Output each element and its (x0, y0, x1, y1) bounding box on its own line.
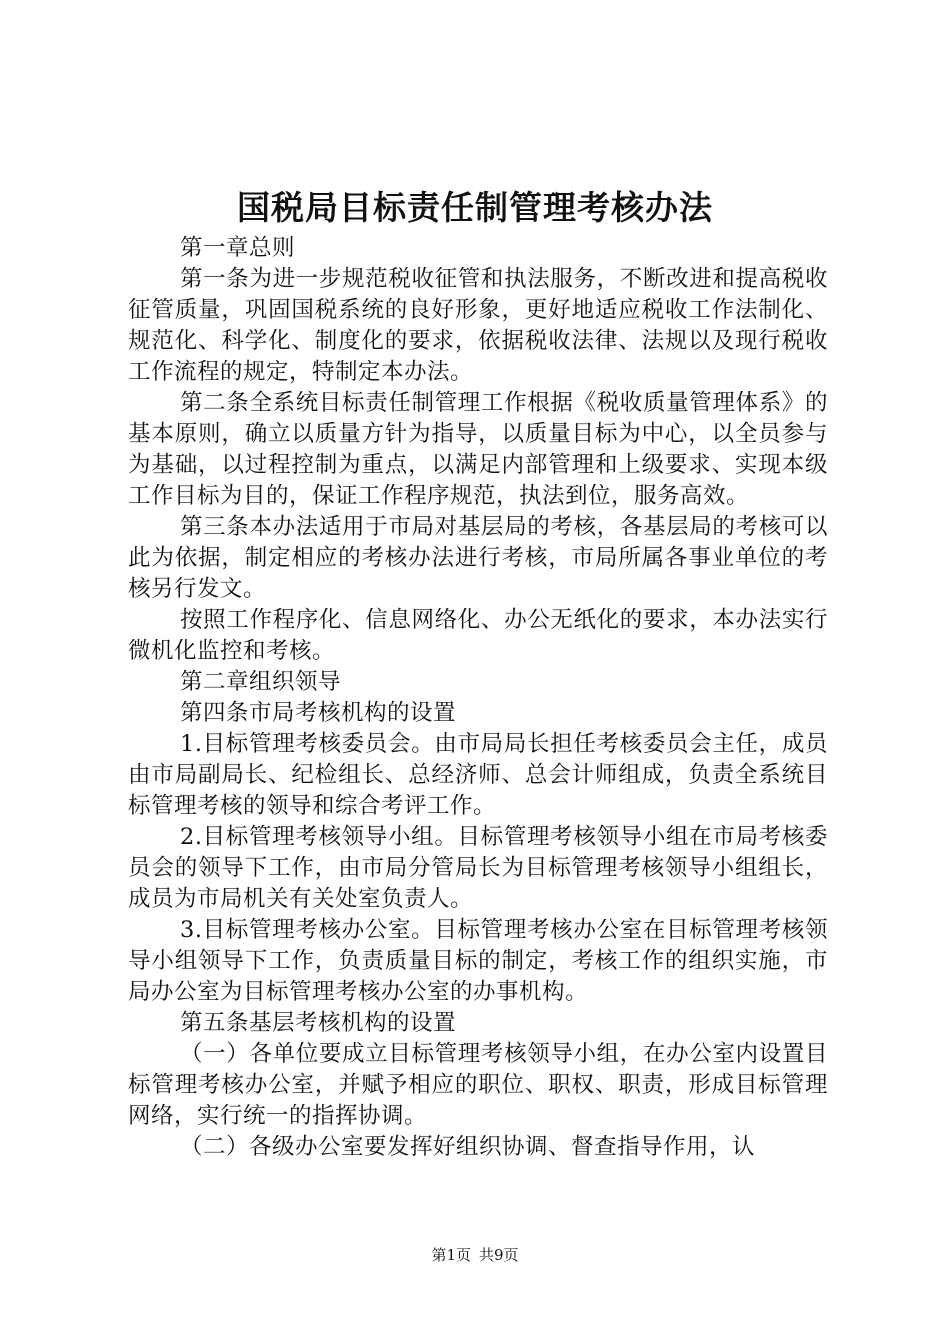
chapter-heading: 第一章总则 (180, 235, 296, 261)
article-paragraph: 第五条基层考核机构的设置 (180, 1010, 457, 1036)
list-item-paragraph: （一）各单位要成立目标管理考核领导小组，在办公室内设置目标管理考核办公室，并赋予相应的职位、职权、职责，形成目标管理网络，实行统一的指挥协调。 (128, 1041, 828, 1129)
list-item-paragraph: 3.目标管理考核办公室。目标管理考核办公室在目标管理考核领导小组领导下工作，负责质量目标的制定，考核工作的组织实施，市局办公室为目标管理考核办公室的办事机构。 (128, 917, 828, 1005)
body-paragraph: 按照工作程序化、信息网络化、办公无纸化的要求，本办法实行微机化监控和考核。 (128, 607, 828, 664)
article-paragraph: 第四条市局考核机构的设置 (180, 700, 457, 726)
list-item-paragraph: 2.目标管理考核领导小组。目标管理考核领导小组在市局考核委员会的领导下工作，由市局分管局长为目标管理考核领导小组组长，成员为市局机关有关处室负责人。 (128, 824, 828, 912)
page-total: 共9页 (479, 1246, 519, 1264)
article-paragraph: 第二条全系统目标责任制管理工作根据《税收质量管理体系》的基本原则，确立以质量方针为指导，以质量目标为中心，以全员参与为基础，以过程控制为重点，以满足内部管理和上级要求、实现本级工作目标为目的，保证工作程序规范，执法到位，服务高效。 (128, 390, 828, 509)
document-body (128, 233, 828, 1163)
article-paragraph: 第一条为进一步规范税收征管和执法服务，不断改进和提高税收征管质量，巩固国税系统的良好形象，更好地适应税收工作法制化、规范化、科学化、制度化的要求，依据税收法律、法规以及现行税收工作流程的规定，特制定本办法。 (128, 266, 828, 385)
list-item-paragraph: （二）各级办公室要发挥好组织协调、督查指导作用，认 (180, 1134, 756, 1160)
list-item-paragraph: 1.目标管理考核委员会。由市局局长担任考核委员会主任，成员由市局副局长、纪检组长、总经济师、总会计师组成，负责全系统目标管理考核的领导和综合考评工作。 (128, 731, 828, 819)
page-number: 第1页 (431, 1246, 471, 1264)
page-footer (0, 1245, 950, 1265)
article-paragraph: 第三条本办法适用于市局对基层局的考核，各基层局的考核可以此为依据，制定相应的考核办法进行考核，市局所属各事业单位的考核另行发文。 (128, 514, 828, 602)
chapter-heading: 第二章组织领导 (180, 669, 342, 695)
document-title: 国税局目标责任制管理考核办法 (237, 188, 713, 227)
